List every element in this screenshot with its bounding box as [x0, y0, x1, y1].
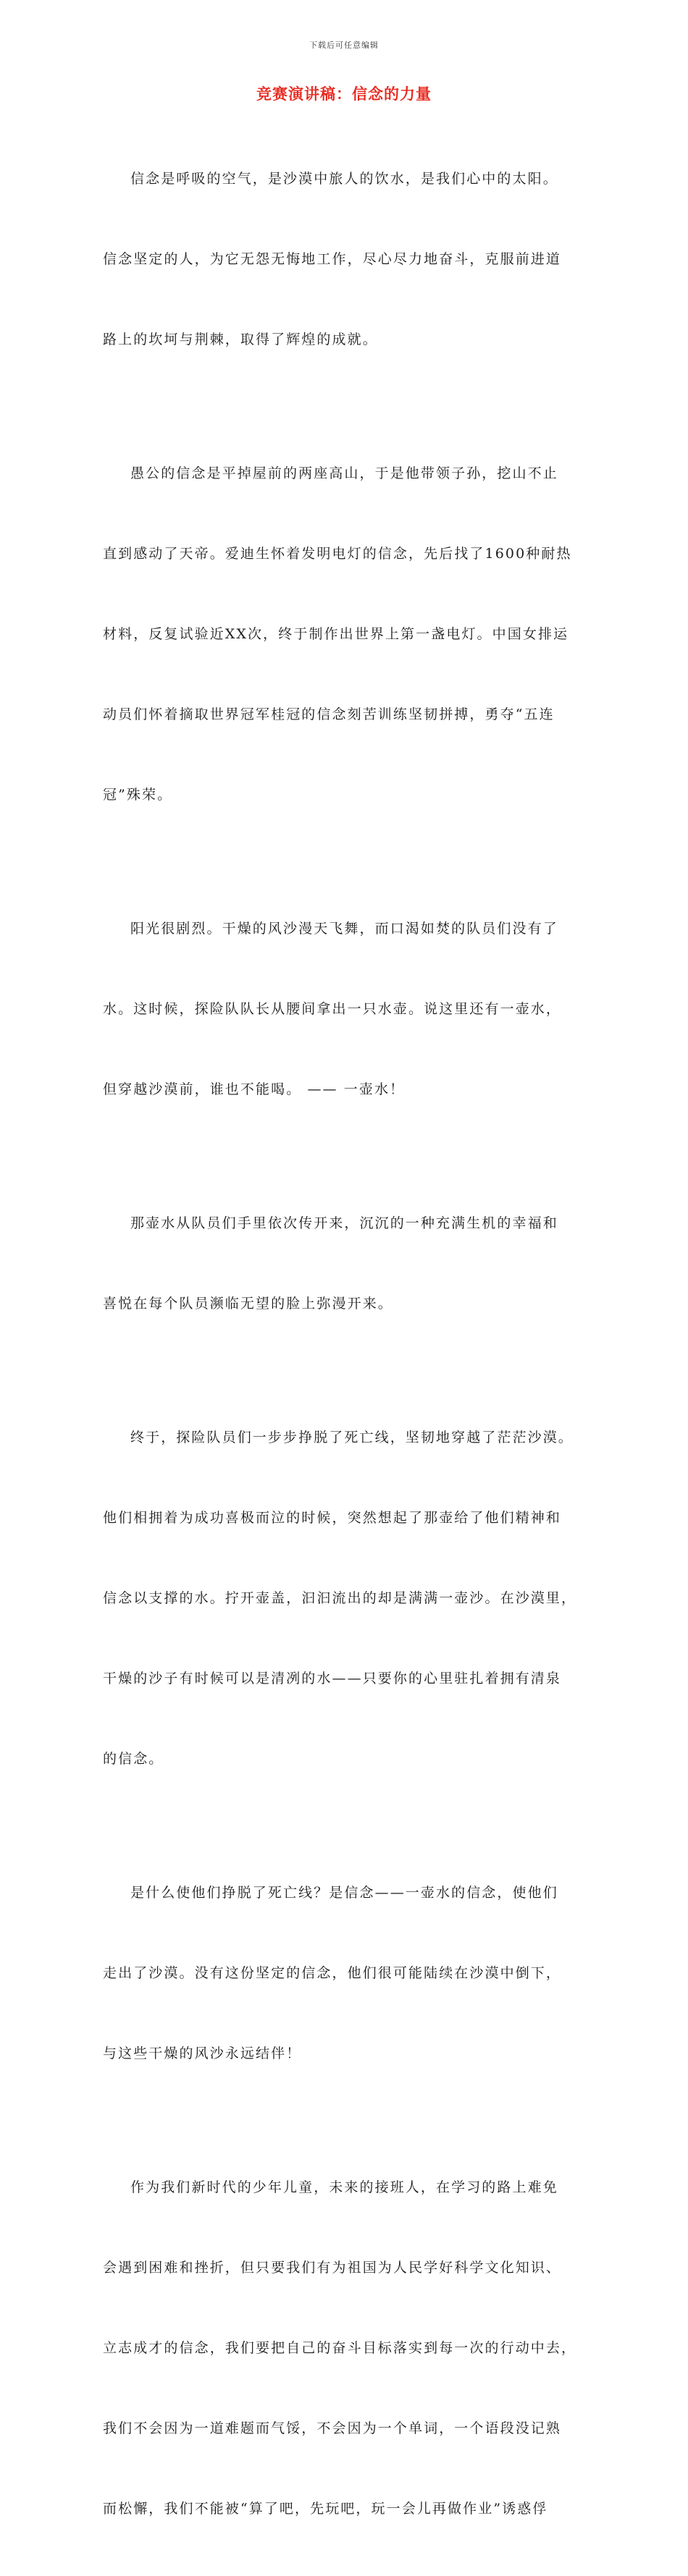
text-line: 喜悦在每个队员濒临无望的脸上弥漫开来。	[103, 1296, 393, 1312]
text-line: 材料，反复试验近XX次，终于制作出世界上第一盏电灯。中国女排运	[103, 626, 569, 642]
text-line: 信念是呼吸的空气，是沙漠中旅人的饮水，是我们心中的太阳。	[130, 171, 558, 187]
paragraph-5	[103, 1371, 588, 1826]
text-line: 的信念。	[103, 1751, 164, 1767]
text-line: 愚公的信念是平掉屋前的两座高山，于是他带领子孙，挖山不止	[130, 465, 558, 481]
paragraph-1	[103, 112, 588, 407]
text-line: 是什么使他们挣脱了死亡线？是信念——一壶水的信念，使他们	[130, 1885, 558, 1901]
paragraph-7	[103, 2121, 588, 2576]
document-title: 竞赛演讲稿：信念的力量	[256, 85, 432, 103]
text-line: 他们相拥着为成功喜极而泣的时候，突然想起了那壶给了他们精神和	[103, 1510, 562, 1526]
text-line: 干燥的沙子有时候可以是清冽的水——只要你的心里驻扎着拥有清泉	[103, 1671, 562, 1686]
text-line: 而松懈，我们不能被“算了吧，先玩吧，玩一会儿再做作业”诱惑俘	[103, 2501, 548, 2517]
paragraph-4	[103, 1157, 588, 1371]
text-line: 动员们怀着摘取世界冠军桂冠的信念刻苦训练坚韧拼搏，勇夺“五连	[103, 706, 555, 722]
text-line: 路上的坎坷与荆棘，取得了辉煌的成就。	[103, 331, 378, 347]
text-line: 终于，探险队员们一步步挣脱了死亡线，坚韧地穿越了茫茫沙漠。	[130, 1430, 574, 1445]
text-line: 作为我们新时代的少年儿童，未来的接班人，在学习的路上难免	[130, 2179, 558, 2195]
text-line: 冠”殊荣。	[103, 787, 173, 803]
text-line: 立志成才的信念，我们要把自己的奋斗目标落实到每一次的行动中去，	[103, 2340, 577, 2356]
text-line: 信念坚定的人，为它无怨无悔地工作，尽心尽力地奋斗，克服前进道	[103, 251, 562, 267]
text-line: 水。这时候，探险队队长从腰间拿出一只水壶。说这里还有一壶水，	[103, 1001, 562, 1017]
paragraph-2	[103, 407, 588, 862]
text-line: 直到感动了天帝。爱迪生怀着发明电灯的信念，先后找了1600种耐热	[103, 546, 572, 562]
paragraph-6	[103, 1826, 588, 2121]
paragraph-3	[103, 862, 588, 1157]
text-line: 与这些干燥的风沙永远结伴！	[103, 2045, 302, 2061]
text-line: 阳光很剧烈。干燥的风沙漫天飞舞，而口渴如焚的队员们没有了	[130, 921, 558, 937]
text-line: 走出了沙漠。没有这份坚定的信念，他们很可能陆续在沙漠中倒下，	[103, 1965, 562, 1981]
document-body	[103, 112, 588, 2576]
text-line: 会遇到困难和挫折，但只要我们有为祖国为人民学好科学文化知识、	[103, 2260, 562, 2276]
text-line: 信念以支撑的水。拧开壶盖，汩汩流出的却是满满一壶沙。在沙漠里，	[103, 1590, 577, 1606]
header-note: 下载后可任意编辑	[309, 41, 379, 50]
text-line: 但穿越沙漠前，谁也不能喝。 —— 一壶水！	[103, 1081, 406, 1097]
text-line: 我们不会因为一道难题而气馁，不会因为一个单词，一个语段没记熟	[103, 2420, 562, 2436]
text-line: 那壶水从队员们手里依次传开来，沉沉的一种充满生机的幸福和	[130, 1215, 558, 1231]
